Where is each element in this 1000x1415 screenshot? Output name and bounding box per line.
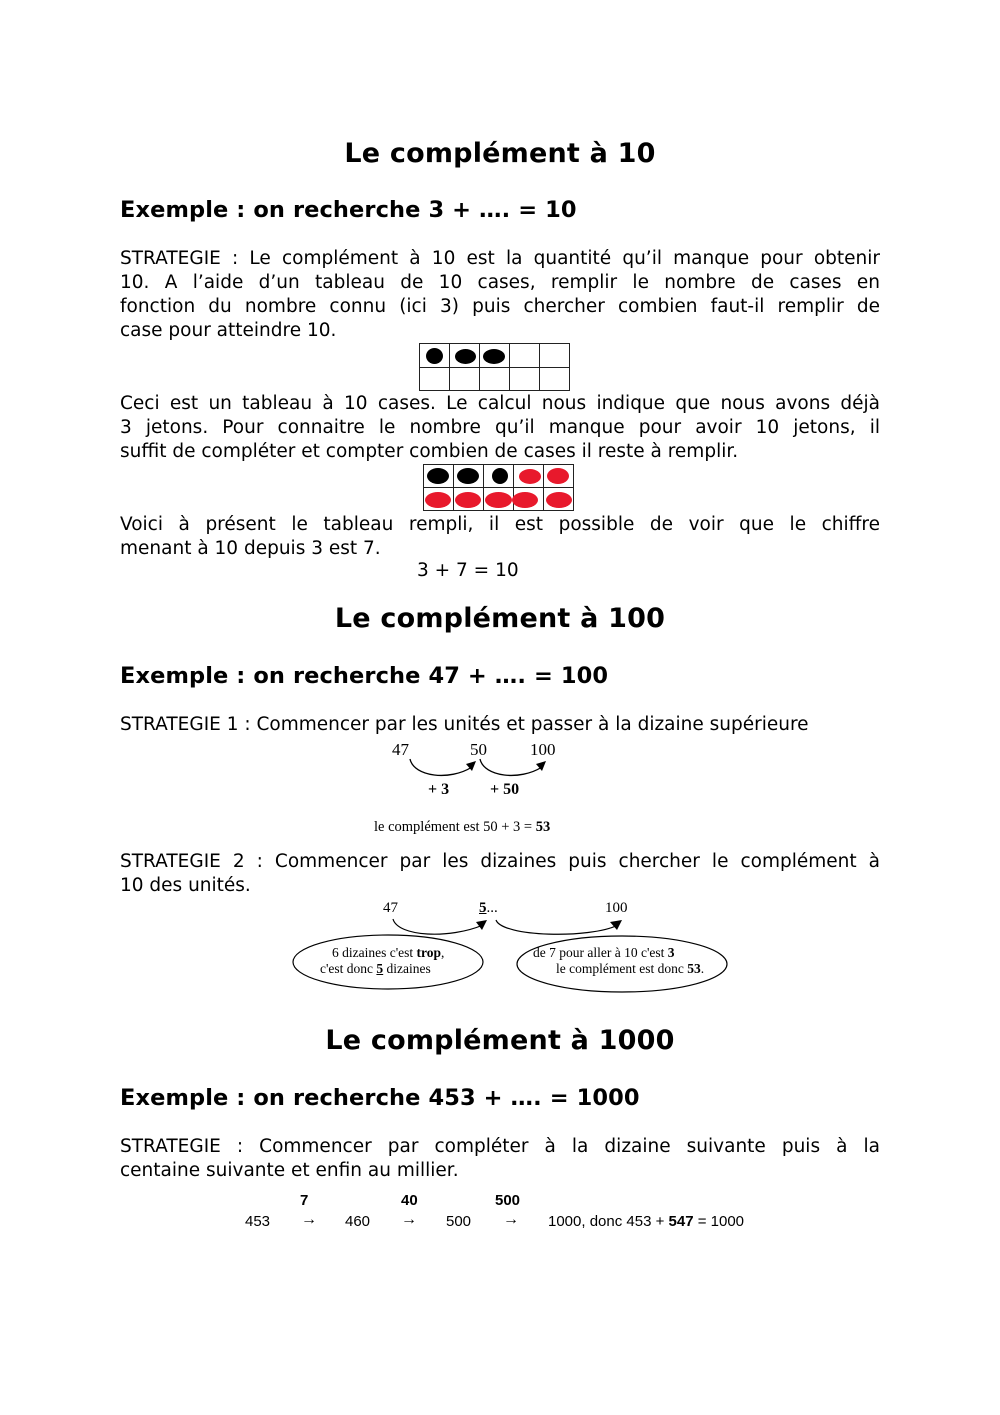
text: dizaines (383, 961, 431, 976)
arrow-right-icon: → (301, 1211, 317, 1228)
section-title-complement-100: Le complément à 100 (334, 603, 666, 634)
text-line: menant à 10 depuis 3 est 7. (120, 538, 381, 559)
ten-frame-cell (420, 344, 450, 368)
text: de 7 pour aller à 10 c'est (533, 945, 668, 960)
ten-frame-cell (450, 344, 480, 368)
ten-frame-filled (423, 464, 574, 511)
equation-3-plus-7: 3 + 7 = 10 (417, 560, 519, 581)
text-line: 10 des unités. (120, 875, 251, 896)
red-token-icon (519, 469, 541, 484)
arrowhead-icon (476, 920, 487, 930)
arrow-right-icon: → (401, 1211, 417, 1228)
text: = 1000 (693, 1213, 745, 1230)
example-heading-1000: Exemple : on recherche 453 + …. = 1000 (120, 1085, 640, 1111)
ten-frame-cell (544, 488, 574, 511)
ten-frame-cell (484, 488, 514, 511)
red-token-icon (455, 492, 481, 508)
ten-frame-cell (514, 488, 544, 511)
ten-frame-cell (424, 488, 454, 511)
text-line: case pour atteindre 10. (120, 320, 337, 341)
text: . (700, 961, 705, 976)
chain-value-453: 453 (245, 1213, 271, 1230)
chain-value-500: 500 (446, 1213, 472, 1230)
ten-frame-cell (484, 465, 514, 488)
ten-frame-cell (450, 368, 480, 391)
red-token-icon (485, 492, 512, 508)
bubble-left-line1 (320, 945, 480, 961)
arc-arrow-icon (496, 920, 618, 934)
bold-text: 53 (687, 961, 701, 976)
ten-frame-cell (480, 344, 510, 368)
strategy1-text: STRATEGIE 1 : Commencer par les unités et passer à la dizaine supérieure (120, 714, 809, 735)
black-token-icon (427, 468, 449, 484)
ten-frame-cell (480, 368, 510, 391)
chain-value-460: 460 (345, 1213, 371, 1230)
text: 1000, donc 453 + (548, 1213, 669, 1230)
diagram1-start: 47 (392, 740, 409, 759)
text-line: STRATEGIE : Commencer par compléter à la dizaine suivante puis à la (120, 1136, 880, 1157)
result-value: 53 (535, 819, 551, 835)
text-line: 10. A l’aide d’un tableau de 10 cases, remplir le nombre de cases en (120, 272, 880, 293)
arc-arrow-icon (480, 759, 542, 775)
text-line: Voici à présent le tableau rempli, il est possible de voir que le chiffre (120, 514, 880, 535)
mid-bold-digit: 5 (479, 900, 487, 916)
red-token-icon (546, 492, 572, 508)
diagram1-step1: + 3 (428, 781, 450, 798)
example-heading-10: Exemple : on recherche 3 + …. = 10 (120, 197, 577, 223)
text-line: centaine suivante et enfin au millier. (120, 1160, 459, 1181)
conclusion-paragraph-10 (120, 513, 880, 561)
text: 6 dizaines c'est (332, 945, 417, 960)
text-line: STRATEGIE 2 : Commencer par les dizaines puis chercher le complément à (120, 851, 880, 872)
result-text: le complément est 50 + 3 = (374, 819, 536, 835)
chain-step-2: 40 (401, 1192, 418, 1209)
diagram1-arrows (400, 755, 560, 785)
strategy-paragraph-10 (120, 247, 880, 343)
diagram1-result (374, 819, 550, 836)
text-line: 3 jetons. Pour connaitre le nombre qu’il manque pour avoir 10 jetons, il (120, 417, 880, 438)
text: le complément est donc (556, 961, 688, 976)
explanation-paragraph-10 (120, 392, 880, 464)
bubble-left-line2 (320, 961, 480, 977)
black-token-icon (492, 468, 508, 484)
arrowhead-icon (610, 920, 622, 930)
black-token-icon (483, 349, 505, 364)
diagram1-step2: + 50 (490, 781, 520, 798)
mid-ellipsis: ... (486, 900, 498, 916)
text: c'est donc (320, 961, 377, 976)
diagram1-mid: 50 (470, 740, 487, 759)
bubble-right-line2 (533, 961, 743, 977)
red-token-icon (512, 492, 538, 508)
answer-547: 547 (668, 1213, 694, 1230)
strategy-paragraph-1000 (120, 1135, 880, 1183)
ten-frame-cell (420, 368, 450, 391)
ten-frame-cell (454, 465, 484, 488)
chain-step-1: 7 (300, 1192, 309, 1209)
ten-frame-initial (419, 343, 570, 391)
bubble-right-line1 (533, 945, 743, 961)
text-line: suffit de compléter et compter combien de cases il reste à remplir. (120, 441, 739, 462)
text: , (441, 945, 445, 960)
ten-frame-cell (424, 465, 454, 488)
text-line: Ceci est un tableau à 10 cases. Le calcul nous indique que nous avons déjà (120, 393, 880, 414)
black-token-icon (457, 468, 479, 484)
ten-frame-cell (540, 344, 570, 368)
bold-text: trop (416, 945, 442, 960)
chain-step-3: 500 (495, 1192, 521, 1209)
red-token-icon (425, 492, 451, 508)
ten-frame-cell (454, 488, 484, 511)
bold-text: 3 (667, 945, 675, 960)
bubble-right-text (533, 945, 743, 977)
chain-final (548, 1213, 744, 1230)
text-line: STRATEGIE : Le complément à 10 est la quantité qu’il manque pour obtenir (120, 248, 880, 269)
strategy2-paragraph (120, 850, 880, 898)
text-line: fonction du nombre connu (ici 3) puis chercher combien faut-il remplir de (120, 296, 880, 317)
ten-frame-cell (510, 344, 540, 368)
ten-frame-cell (540, 368, 570, 391)
ten-frame-cell (510, 368, 540, 391)
diagram2-start: 47 (383, 900, 398, 916)
ten-frame-cell (544, 465, 574, 488)
section-title-complement-1000: Le complément à 1000 (325, 1025, 675, 1056)
arrow-right-icon: → (503, 1211, 519, 1228)
black-token-icon (455, 349, 476, 364)
diagram1-end: 100 (530, 740, 556, 759)
diagram2-end: 100 (605, 900, 628, 916)
example-heading-100: Exemple : on recherche 47 + …. = 100 (120, 663, 609, 689)
arc-arrow-icon (410, 759, 472, 775)
bubble-left-text (320, 945, 480, 977)
red-token-icon (547, 468, 569, 484)
section-title-complement-10: Le complément à 10 (344, 138, 656, 169)
black-token-icon (426, 348, 443, 364)
ten-frame-cell (514, 465, 544, 488)
bold-text: 5 (376, 961, 384, 976)
arc-arrow-icon (393, 919, 483, 934)
